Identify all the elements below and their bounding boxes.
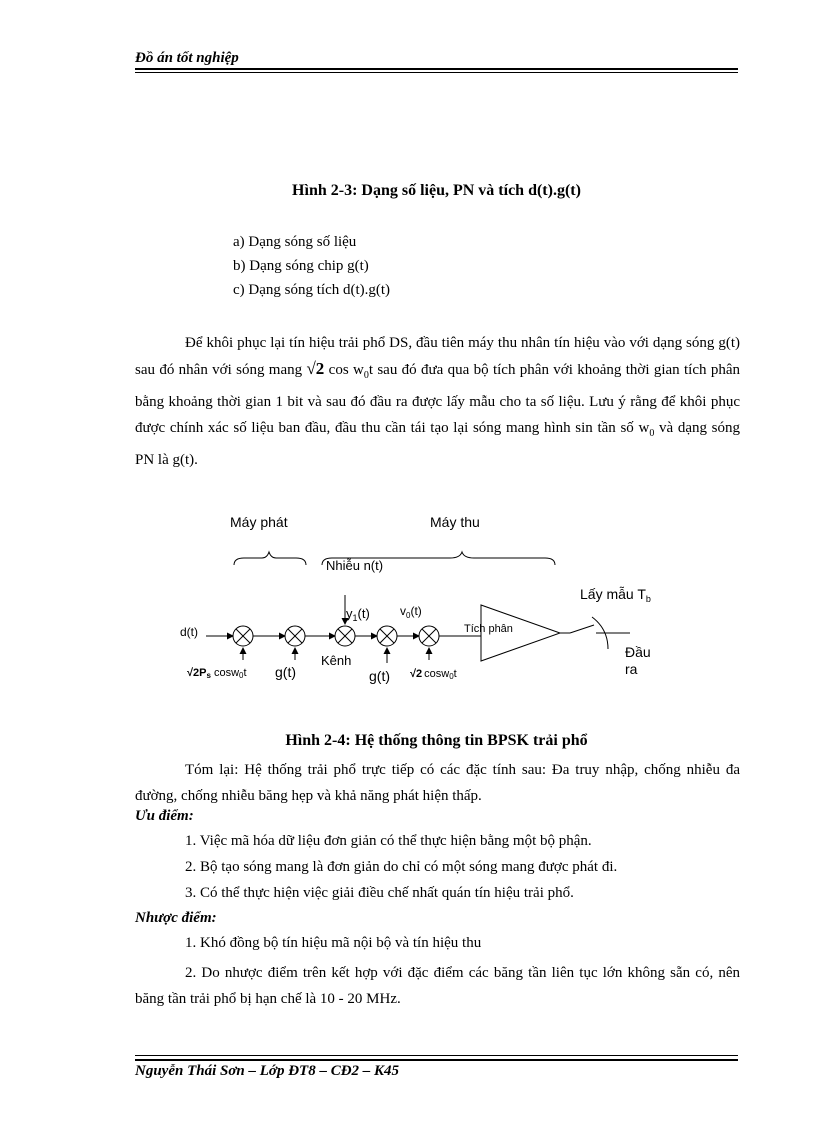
body-paragraph: Để khôi phục lại tín hiệu trải phổ DS, đầu tiên máy thu nhân tín hiệu vào với dạng sóng g(t) sau đó nhân với sóng mang √2 $\cos w_0t$ sau đó đưa qua bộ tích phân với khoảng thời gian tích phân bằng khoảng thời gian 1 bit và sau đó đầu ra được lấy mẫu cho ta số liệu. Lưu ý rằng để khôi phục được chính xác số liệu ban đầu, đầu thu cần tái tạo lại sóng mang hình sin tần số $w_0$ và dạng sóng PN là g(t). — [135, 335, 741, 468]
disadvantage-item: 1. Khó đồng bộ tín hiệu mã nội bộ và tín hiệu thu — [185, 935, 482, 951]
figure-2-3-list — [233, 230, 390, 302]
transmitter-label: Máy phát — [230, 514, 288, 530]
sampler-switch — [570, 625, 594, 633]
footer-rule-thin — [135, 1055, 738, 1056]
gt-label: g(t) — [275, 664, 296, 680]
output-label: Đầu — [625, 644, 651, 660]
advantage-item: 1. Việc mã hóa dữ liệu đơn giản có thể thực hiện bằng một bộ phận. — [185, 833, 592, 849]
channel-label: Kênh — [321, 653, 352, 668]
integrator-label: Tích phân — [464, 623, 513, 635]
footer-rule — [135, 1059, 738, 1061]
output-label-2: ra — [625, 661, 638, 677]
advantage-item: 2. Bộ tạo sóng mang là đơn giản do chỉ có một sóng mang được phát đi. — [185, 859, 618, 875]
summary-paragraph: Tóm lại: Hệ thống trải phổ trực tiếp có các đặc tính sau: Đa truy nhập, chống nhiễu đa đường, chống nhiễu băng hẹp và khả năng phát hiện thấp. — [135, 762, 740, 804]
header-rule — [135, 68, 738, 70]
disadvantage-item: 2. Do nhược điểm trên kết hợp với đặc điểm các băng tần liên tục lớn không sẵn có, nên băng tần trải phổ bị hạn chế là 10 - 20 MHz. — [135, 965, 740, 1007]
noise-label: Nhiễu n(t) — [326, 558, 384, 573]
page-footer: Nguyễn Thái Sơn – Lớp ĐT8 – CĐ2 – K45 — [135, 1063, 400, 1079]
sqrt-symbol: √2 — [306, 359, 325, 378]
advantage-item: 3. Có thể thực hiện việc giải điều chế nhất quán tín hiệu trải phổ. — [185, 885, 574, 901]
v0-label: $v_0(t)$ — [400, 604, 422, 620]
disadvantages-heading: Nhược điểm: — [135, 910, 217, 926]
bpsk-block-diagram — [150, 505, 690, 690]
list-item: a) Dạng sóng số liệu — [233, 234, 357, 250]
multiplier-icon — [377, 626, 397, 646]
list-item: b) Dạng sóng chip g(t) — [233, 258, 369, 274]
transmitter-brace — [234, 552, 306, 565]
y1-label: $y_1(t)$ — [346, 606, 370, 623]
sample-label: Lấy mẫu $T_b$ — [580, 586, 651, 604]
list-item: c) Dạng sóng tích d(t).g(t) — [233, 282, 391, 298]
advantages-heading: Ưu điểm: — [135, 808, 194, 824]
page-header-title: Đồ án tốt nghiệp — [135, 50, 239, 66]
receiver-label: Máy thu — [430, 514, 480, 530]
multiplier-icon — [233, 626, 253, 646]
carrier-rx-label: √2 cosw0t — [410, 668, 457, 681]
figure-2-3-caption: Hình 2-3: Dạng số liệu, PN và tích d(t).g(t) — [292, 182, 581, 199]
input-label: d(t) — [180, 625, 198, 639]
figure-2-4-caption: Hình 2-4: Hệ thống thông tin BPSK trải phổ — [285, 732, 588, 749]
gt-label: g(t) — [369, 668, 390, 684]
multiplier-icon — [419, 626, 439, 646]
multiplier-icon — [285, 626, 305, 646]
carrier-tx-label: √2Ps cosw0t — [187, 667, 247, 680]
header-rule-thin — [135, 72, 738, 73]
adder-icon — [335, 626, 355, 646]
